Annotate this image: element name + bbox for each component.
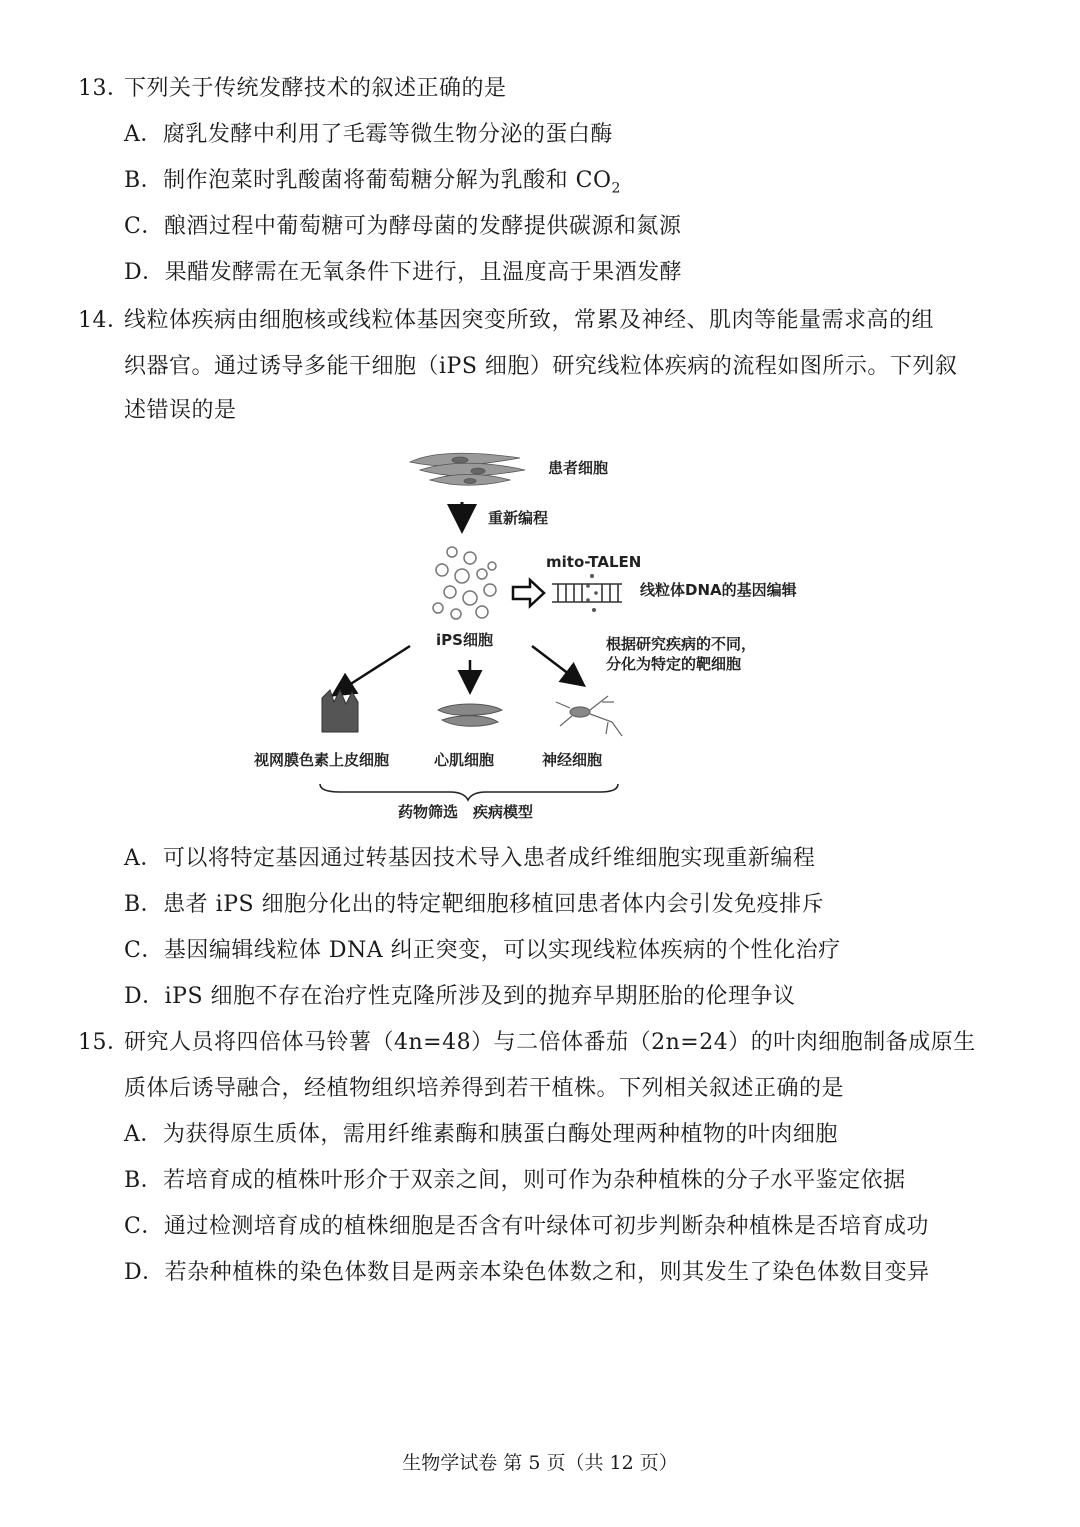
heart-cell-image xyxy=(438,704,502,726)
nerve-cell-image xyxy=(556,696,622,736)
q13-option-d xyxy=(124,258,682,288)
q15-number: 15． xyxy=(78,1030,130,1055)
page-footer: 生物学试卷 第 5 页（共 12 页） xyxy=(402,1452,678,1474)
ips-flow-diagram xyxy=(230,440,850,840)
q15-option-b xyxy=(124,1166,906,1196)
q14-option-c xyxy=(124,936,841,966)
option-letter: D． xyxy=(124,260,165,285)
q14-stem-line-1: 线粒体疾病由细胞核或线粒体基因突变所致，常累及神经、肌肉等能量需求高的组 xyxy=(124,308,935,333)
label-differentiation-note-1: 根据研究疾病的不同， xyxy=(606,635,757,653)
dna-editing-image xyxy=(552,574,622,612)
option-letter: B． xyxy=(124,168,164,193)
arrow-to-nerve xyxy=(532,646,582,684)
q15-option-d xyxy=(124,1258,930,1288)
option-letter: C． xyxy=(124,938,164,963)
option-text: 腐乳发酵中利用了毛霉等微生物分泌的蛋白酶 xyxy=(162,122,613,147)
option-letter: D． xyxy=(124,1260,165,1285)
label-mito-talen: mito-TALEN xyxy=(546,553,642,571)
option-text: 果醋发酵需在无氧条件下进行，且温度高于果酒发酵 xyxy=(164,260,683,285)
diagram-graphics xyxy=(230,440,850,840)
label-reprogramming: 重新编程 xyxy=(488,509,549,527)
q15-stem-line-2: 质体后诱导融合，经植物组织培养得到若干植株。下列相关叙述正确的是 xyxy=(124,1076,845,1101)
q14-option-a xyxy=(124,844,815,874)
arrow-to-retina xyxy=(335,646,410,694)
q13-stem: 下列关于传统发酵技术的叙述正确的是 xyxy=(124,76,507,101)
label-nerve-cell: 神经细胞 xyxy=(542,751,603,769)
retina-cell-image xyxy=(322,690,358,732)
option-text: 若培育成的植株叶形介于双亲之间，则可作为杂种植株的分子水平鉴定依据 xyxy=(163,1168,906,1193)
option-letter: A． xyxy=(124,122,163,147)
ips-cells-image xyxy=(433,547,496,619)
option-text: 可以将特定基因通过转基因技术导入患者成纤维细胞实现重新编程 xyxy=(162,846,816,871)
q14-number: 14． xyxy=(78,308,130,333)
option-text: 若杂种植株的染色体数目是两亲本染色体数之和，则其发生了染色体数目变异 xyxy=(164,1260,930,1285)
option-text: 为获得原生质体，需用纤维素酶和胰蛋白酶处理两种植物的叶肉细胞 xyxy=(162,1122,838,1147)
option-letter: A． xyxy=(124,1122,163,1147)
label-gene-editing: 线粒体DNA的基因编辑 xyxy=(640,581,797,599)
q13-number: 13． xyxy=(78,76,130,101)
option-letter: D． xyxy=(124,984,165,1009)
label-differentiation-note-2: 分化为特定的靶细胞 xyxy=(606,655,742,673)
q14-stem-line-2: 织器官。通过诱导多能干细胞（iPS 细胞）研究线粒体疾病的流程如图所示。下列叙 xyxy=(124,354,958,379)
grouping-brace xyxy=(320,784,618,800)
label-retina-cell: 视网膜色素上皮细胞 xyxy=(254,751,390,769)
q15-option-a xyxy=(124,1120,838,1150)
editing-arrow xyxy=(513,580,544,606)
label-applications: 药物筛选 疾病模型 xyxy=(398,803,534,821)
q14-option-b xyxy=(124,890,824,920)
option-text: 患者 iPS 细胞分化出的特定靶细胞移植回患者体内会引发免疫排斥 xyxy=(163,892,825,917)
option-letter: B． xyxy=(124,1168,164,1193)
q15-option-c xyxy=(124,1212,929,1242)
q13-option-c xyxy=(124,212,681,242)
q13-option-b xyxy=(124,166,621,203)
option-text: 通过检测培育成的植株细胞是否含有叶绿体可初步判断杂种植株是否培育成功 xyxy=(163,1214,929,1239)
option-letter: A． xyxy=(124,846,163,871)
option-letter: B． xyxy=(124,892,164,917)
label-ips-cells: iPS细胞 xyxy=(436,631,493,649)
q14-option-d xyxy=(124,982,796,1012)
patient-cells-image xyxy=(410,453,525,485)
option-letter: C． xyxy=(124,1214,164,1239)
q13-option-a xyxy=(124,120,613,150)
label-patient-cells: 患者细胞 xyxy=(548,459,609,477)
label-heart-cell: 心肌细胞 xyxy=(434,751,495,769)
option-text: 酿酒过程中葡萄糖可为酵母菌的发酵提供碳源和氮源 xyxy=(163,214,682,239)
option-text: 制作泡菜时乳酸菌将葡萄糖分解为乳酸和 CO xyxy=(163,168,612,193)
option-text: 基因编辑线粒体 DNA 纠正突变，可以实现线粒体疾病的个性化治疗 xyxy=(163,938,841,963)
q15-stem-line-1: 研究人员将四倍体马铃薯（4n=48）与二倍体番茄（2n=24）的叶肉细胞制备成原生 xyxy=(124,1030,976,1055)
subscript: 2 xyxy=(611,180,621,197)
option-letter: C． xyxy=(124,214,164,239)
option-text: iPS 细胞不存在治疗性克隆所涉及到的抛弃早期胚胎的伦理争议 xyxy=(164,984,796,1009)
q14-stem-line-3: 述错误的是 xyxy=(124,398,237,423)
